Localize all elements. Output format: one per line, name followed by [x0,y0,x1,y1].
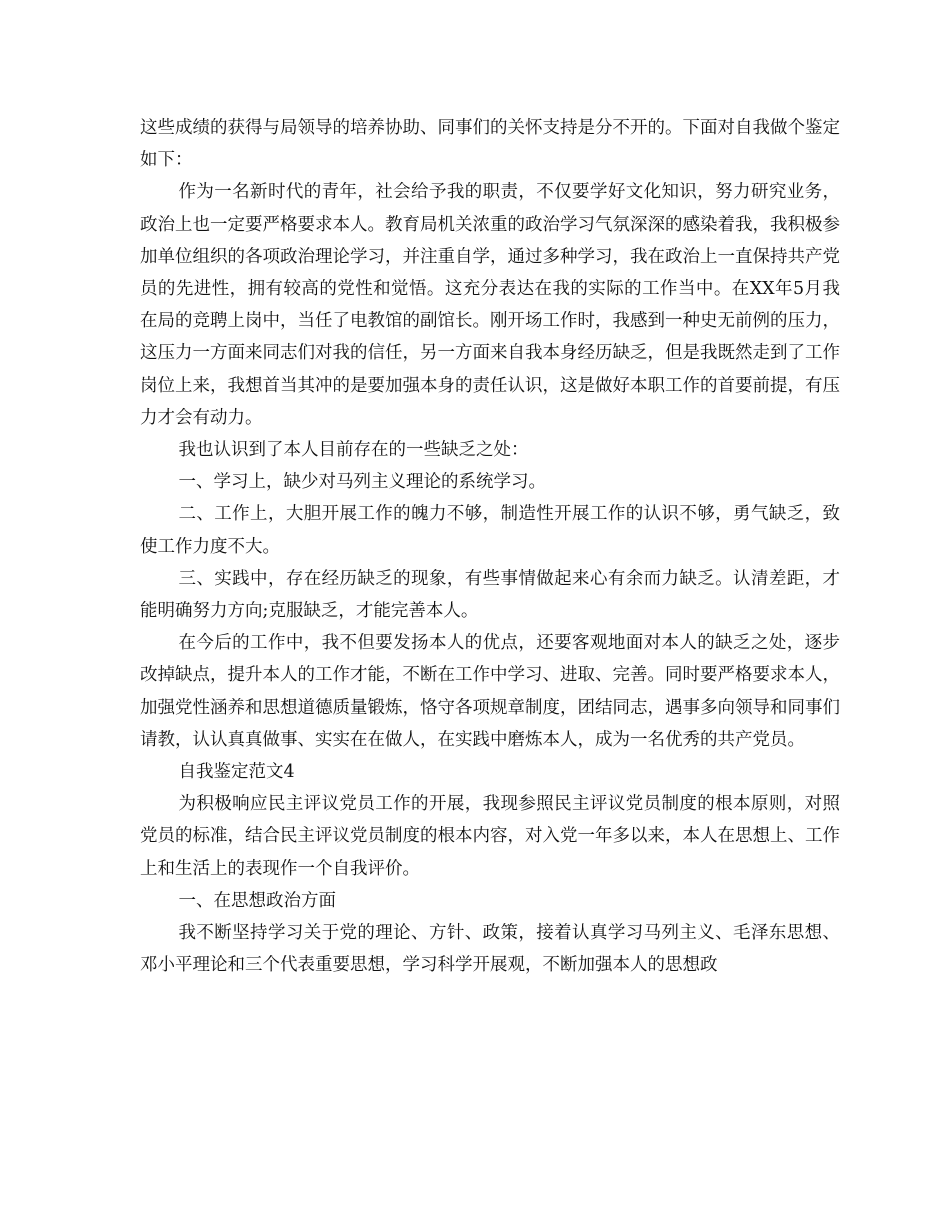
paragraph-11: 我不断坚持学习关于党的理论、方针、政策，接着认真学习马列主义、毛泽东思想、邓小平理论和三个代表重要思想，学习科学开展观，不断加强本人的思想政 [140,923,840,976]
paragraph-4: 一、学习上，缺少对马列主义理论的系统学习。 [178,472,546,493]
subheading-ideology-politics: 一、在思想政治方面 [178,890,336,911]
paragraph-9: 为积极响应民主评议党员工作的开展，我现参照民主评议党员制度的根本原则，对照党员的标准，结合民主评议党员制度的根本内容，对入党一年多以来，本人在思想上、工作上和生活上的表现作一个自我评价。 [140,794,840,879]
section-heading-sample-4: 自我鉴定范文4 [178,762,295,783]
paragraph-5: 二、工作上，大胆开展工作的魄力不够，制造性开展工作的认识不够，勇气缺乏，致使工作力度不大。 [140,504,840,557]
paragraph-3: 我也认识到了本人目前存在的一些缺乏之处： [178,440,529,461]
paragraph-2: 作为一名新时代的青年，社会给予我的职责，不仅要学好文化知识，努力研究业务，政治上也一定要严格要求本人。教育局机关浓重的政治学习气氛深深的感染着我，我积极参加单位组织的各项政治理论学习，并注重自学，通过多种学习，我在政治上一直保持共产党员的先进性，拥有较高的党性和觉悟。这充分表达在我的实际的工作当中。在XX年5月我在局的竞聘上岗中，当任了电教馆的副馆长。刚开场工作时，我感到一种史无前例的压力，这压力一方面来同志们对我的信任，另一方面来自我本身经历缺乏，但是我既然走到了工作岗位上来，我想首当其冲的是要加强本身的责任认识，这是做好本职工作的首要前提，有压力才会有动力。 [140,182,840,428]
paragraph-7: 在今后的工作中，我不但要发扬本人的优点，还要客观地面对本人的缺乏之处，逐步改掉缺点，提升本人的工作才能，不断在工作中学习、进取、完善。同时要严格要求本人，加强党性涵养和思想道德质量锻炼，恪守各项规章制度，团结同志，遇事多向领导和同事们请教，认认真真做事、实实在在做人，在实践中磨炼本人，成为一名优秀的共产党员。 [140,633,840,750]
document-body [140,112,840,981]
paragraph-6: 三、实践中，存在经历缺乏的现象，有些事情做起来心有余而力缺乏。认清差距，才能明确努力方向;克服缺乏，才能完善本人。 [140,568,840,622]
paragraph-1: 这些成绩的获得与局领导的培养协助、同事们的关怀支持是分不开的。下面对自我做个鉴定如下： [140,118,840,171]
